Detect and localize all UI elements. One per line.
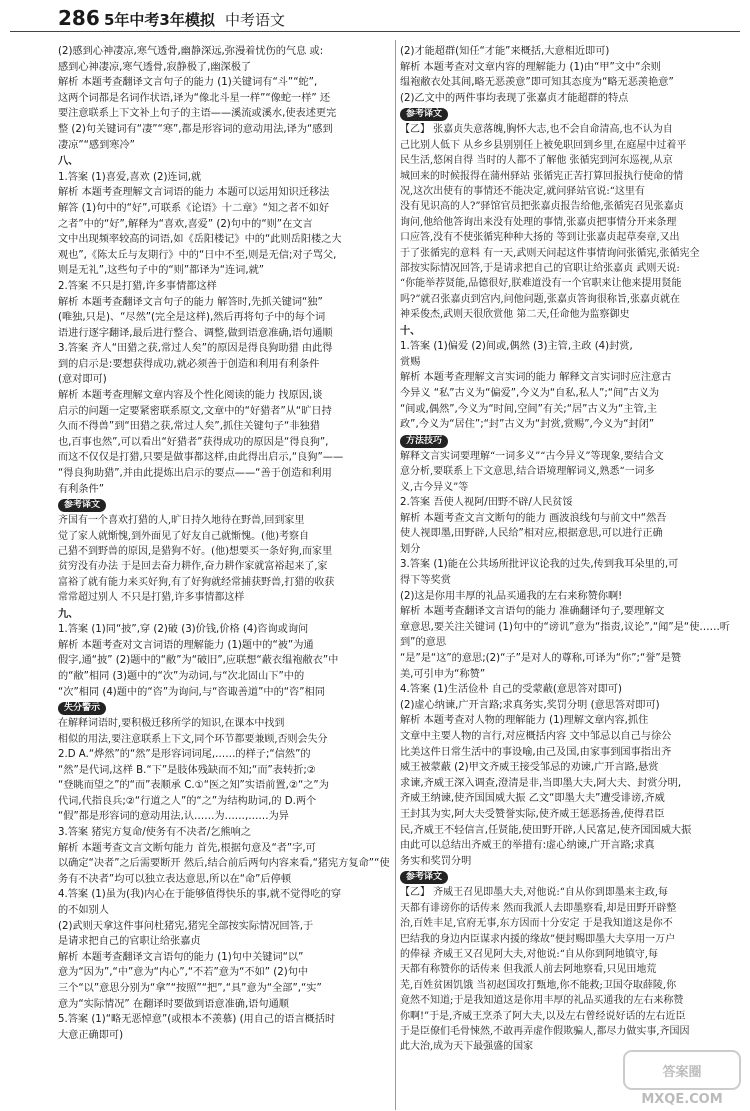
translation-line: 此大治,成为天下最强盛的国家 <box>400 1041 534 1053</box>
text-line: 是请求把自己的官职让给张嘉贞 <box>58 936 201 948</box>
reference-translation-badge: 参考译文 <box>58 499 106 512</box>
text-line: 文章中主要人物的言行,对应概括内容 文中邹忌以自己与徐公 <box>400 730 672 742</box>
method-tip-badge: 方法技巧 <box>400 435 448 448</box>
translation-line: 己猎不到野兽的原因,是猎狗不好。(他)想要买一条好狗,而家里 <box>58 546 333 558</box>
warning-badge: 失分警示 <box>58 702 106 715</box>
translation-line: 你啊!”于是,齐威王烹杀了阿大夫,以及左右曾经说好话的左右近臣 <box>400 1010 686 1022</box>
text-line: 感到心神凄凉,寒气透骨,寂静极了,幽深极了 <box>58 61 252 73</box>
svg-text:答案圈: 答案圈 <box>662 1065 702 1080</box>
text-line: 假字,通“披” (2)题中的“敝”为“破旧”,应联想“蔽衣缊袍敝衣”中 <box>58 655 339 667</box>
answer-line: 4.答案 (1)生活俭朴 自己的受蒙蔽(意思答对即可) <box>400 684 622 696</box>
text-line: 三个“以”意思分别为“拿”“按照”“把”,“具”意为“全部”,“实” <box>58 982 322 994</box>
text-line: (2)武则天拿这件事问杜猪宪,猪宪全部按实际情况回答,于 <box>58 920 314 932</box>
text-line: 观也”,《陈太丘与友期行》中的“日中不至,则是无信;对子骂父, <box>58 249 337 261</box>
section-number: 八、 <box>58 156 79 168</box>
note-line: 解释文言实词要理解“一词多义”“古今异义”等现象,要结合文 <box>400 450 664 462</box>
text-line: (2)虚心纳谏,广开言路;求真务实,奖罚分明 (意思答对即可) <box>400 699 660 711</box>
text-line: 意为“因为”,“中”意为“内心”,“不若”意为“不如” (2)句中 <box>58 967 309 979</box>
text-line: 语进行逐字翻译,最后进行整合、调整,做到语意准确,语句通顺 <box>58 327 333 339</box>
text-line: 赏赐 <box>400 356 421 368</box>
text-line: 比美这件日常生活中的事设喻,由己及国,由家事到国事指出齐 <box>400 746 672 758</box>
text-line: 这两个词都是名词作状语,译为“像北斗星一样”“像蛇一样” 还 <box>58 92 331 104</box>
text-line: (2)这是你用丰厚的礼品买通我的左右来称赞你啊! <box>400 590 623 602</box>
answer-line: 1.答案 (1)同“披”,穿 (2)破 (3)价钱,价格 (4)咨询或询问 <box>58 624 309 636</box>
text-line: 求谏,齐威王深入调查,澄清是非,当即墨大夫,阿大夫、封赏分明, <box>400 777 682 789</box>
answer-line: 5.答案 (1)“略无恶悼意”(或根本不羡慕) (用自己的语言概括时 <box>58 1014 336 1026</box>
text-line: 久而不得兽”到“田猎之获,常过人矣”,抓住关键句子“非独猎 <box>58 421 320 433</box>
section-number: 十、 <box>400 325 421 337</box>
note-line: 相似的用法,要注意联系上下文,同个环节都要兼顾,否则会失分 <box>58 733 328 745</box>
translation-line: 况,这次出使有的事情还不能决定,就问驿站官说:“这里有 <box>400 186 645 197</box>
text-line: “是”是“这”的意思;(2)“子”是对人的尊称,可译为“你”;“誉”是赞 <box>400 652 682 664</box>
translation-line: 【乙】 张嘉贞失意落魄,胸怀大志,也不会自命清高,也不认为自 <box>400 124 673 136</box>
text-line: “得良狗助猎”,并由此提炼出启示的要点——“善于创造和利用 <box>58 468 332 480</box>
text-line: 得下等奖赏 <box>400 575 451 586</box>
translation-line: 竟然不知道;于是我知道这是你用丰厚的礼品买通我的左右来称赞 <box>400 995 684 1007</box>
text-line: 解析 本题考查对人物的理解能力 (1)理解文章内容,抓住 <box>400 715 649 727</box>
text-line: 启示的问题一定要紧密联系原文,文章中的“好猎者”从“旷日持 <box>58 405 332 417</box>
reference-translation-badge: 参考译文 <box>400 871 448 884</box>
reference-translation-badge: 参考译文 <box>400 108 448 121</box>
text-line: 有利条件” <box>58 483 105 495</box>
translation-line: 的俸禄 齐威王又召见阿大夫,对他说:“自从你到阿地镇守,每 <box>400 948 659 960</box>
text-line: 解析 本题考查翻译文言句子的能力 解答时,先抓关键词“独” <box>58 296 323 308</box>
translation-line: 城回来的时候报得在蒲州驿站 张循宪正苦打算回报执行使命的情 <box>400 170 684 182</box>
translation-line: 吗?”就召张嘉贞到宫内,问他问题,张嘉贞答询很称旨,张嘉贞就在 <box>400 293 681 305</box>
translation-line: 部按实际情况回答,于是请求把自己的官职让给张嘉贞 武则天说: <box>400 263 680 275</box>
text-line: 解析 本题考查文言文断句的能力 画波浪线句与前文中“然吾 <box>400 512 667 524</box>
text-line: 意为“实际情况” 在翻译时要做到语意准确,语句通顺 <box>58 998 289 1010</box>
answer-line: 2.答案 吾使人视阿/田野不辟/人民贫馁 <box>400 497 573 509</box>
book-title: 5年中考3年模拟 <box>104 11 215 29</box>
text-line: 解析 本题考查对文章内容的理解能力 (1)由“甲”文中“余则 <box>400 61 661 73</box>
text-line: 章意思,要关注关键词 (1)句中的“谤讥”意为“指责,议论”,“闻”是“使……听到”的意思 <box>400 621 730 649</box>
note-line: 义,古今异义”等 <box>400 481 469 493</box>
text-line: 王封其为实,阿大夫受赞誉实际,使齐威王惩恶扬善,使得君臣 <box>400 808 665 820</box>
text-line: 解析 本题考查理解文言词语的能力 本题可以运用知识迁移法 <box>58 187 330 199</box>
text-line: 解析 本题考查翻译文言语句的能力 (1)句中关键词“以” <box>58 951 304 963</box>
text-line: 大意正确即可) <box>58 1029 124 1041</box>
text-line: “次”相同 (4)题中的“咨”为询问,与“咨诹善道”中的“咨”相同 <box>58 686 325 698</box>
text-line: 代词,代指良兵;②“行道之人”的“之”为结构助词,的 D.两个 <box>58 795 317 807</box>
translation-line: 芜,百姓贫困饥饿 当初赵国攻打甄地,你不能救;卫国夺取薛陵,你 <box>400 979 677 991</box>
text-line: 而这不仅仅是打猎,只要是做事都这样,由此得出启示,“良狗”—— <box>58 452 344 464</box>
translation-line: 巴结我的身边内臣谋求内援的缘故”便封赐即墨大夫享用一万户 <box>400 933 676 945</box>
text-line: 凄凉”“感到寒冷” <box>58 139 135 151</box>
translation-line: 【乙】 齐威王召见即墨大夫,对他说:“自从你到即墨来主政,每 <box>400 887 669 899</box>
watermark-logo <box>622 1049 742 1107</box>
answer-line: 1.答案 (1)喜爱,喜欢 (2)连词,就 <box>58 171 202 183</box>
text-line: “间或,偶然”,今义为“时间,空间”有关;“居”古义为“主管,主 <box>400 403 658 415</box>
translation-line: 贫穷没有办法 于是回去奋力耕作,奋力耕作家就富裕起来了,家 <box>58 561 328 573</box>
text-line: “登眺而望之”的“而”表顺承 C.①“医之知”实语前置,②“之”为 <box>58 780 329 792</box>
text-line: (2)感到心神凄凉,寒气透骨,幽静深远,弥漫着忧伤的气息 或: <box>58 46 324 57</box>
translation-line: 觉了家人就惭愧,到外面见了好友自己就惭愧。(他)考察自 <box>58 530 309 542</box>
text-line: 解析 本题考查翻译文言句子的能力 (1)关键词有“斗”“蛇”, <box>58 77 318 89</box>
text-line: (唯独,只是)、“尽然”(完全是这样),然后再将句子中的每个词 <box>58 312 326 324</box>
translation-line: 富裕了就有能力来买好狗,有了好狗就经常捕获野兽,打猎的收获 <box>58 576 335 588</box>
text-line: 使人视即墨,田野辟,人民给”相对应,根据意思,可以进行正确 <box>400 528 663 540</box>
text-line: (2)乙文中的两件事均表现了张嘉贞才能超群的特点 <box>400 92 629 104</box>
text-line: (意对即可) <box>58 374 107 386</box>
translation-line: “你能举荐贤能,品德很好,朕难道没有一个官职来让他来提用贤能 <box>400 278 682 290</box>
subject-label: 中考语文 <box>225 11 286 29</box>
text-line: 美,可引申为“称赞” <box>400 668 486 680</box>
answer-line: 2.答案 不只是打猎,许多事情都这样 <box>58 280 217 292</box>
answer-line: 2.D A.“烨然”的“然”是形容词词尾,……的样子;“信然”的 <box>58 749 311 761</box>
text-line: 民,齐威王不轻信言,任贤能,使田野开辟,人民富足,使齐国国威大振 <box>400 824 692 836</box>
answer-line: 3.答案 猪宪方复命/使务有不决者/乞熊响之 <box>58 827 252 838</box>
text-line: 以确定“决者”之后需要断开 然后,结合前后两句内容来看,“猪宪方复命”“使 <box>58 858 390 870</box>
translation-line: 治,百姓丰足,官府无事,东方因而十分安定 于是我知道这是你不 <box>400 918 673 930</box>
text-line: 威王被蒙蔽 (2)甲文齐威王接受邹忌的劝谏,广开言路,悬赏 <box>400 762 659 774</box>
translation-line: 天都有称赞你的话传来 但我派人前去阿地察看,只见田地荒 <box>400 964 657 976</box>
page-header <box>0 0 750 40</box>
translation-line: 常常超过别人 不只是打猎,许多事情都这样 <box>58 592 245 604</box>
note-line: 在解释词语时,要积极迁移所学的知识,在课本中找到 <box>58 718 285 730</box>
text-line: 今异义 “私”古义为“偏爱”,今义为“自私,私人”;“间”古义为 <box>400 388 660 400</box>
text-line: “假”都是形容词的意动用法,认……为……,……为异 <box>58 811 289 823</box>
translation-line: 民生活,悠闲自得 当时的人都不了解他 张循宪到河东巡视,从京 <box>400 155 673 167</box>
text-line: 务有不决者”均可以独立表达意思,所以在“命”后停顿 <box>58 873 292 885</box>
text-line: 政”,今义为“居住”;“封”古义为“封赏,赏赐”,今义为“封闭” <box>400 419 655 431</box>
text-line: 解析 本题考查理解文言实词的能力 解释文言实词时应注意古 <box>400 372 672 384</box>
translation-line: 口应答,没有不使张循宪种种大扬的 等到让张嘉贞起草奏章,又出 <box>400 232 680 244</box>
answer-line: 3.答案 齐人“田猎之获,常过人矣”的原因是得良狗助猎 由此得 <box>58 343 333 355</box>
left-column <box>58 44 391 1043</box>
translation-line: 没有见识高的人?”驿馆官员把张嘉贞报告给他,张循宪召见张嘉贞 <box>400 201 684 213</box>
svg-text:MXQE.COM: MXQE.COM <box>641 1092 723 1107</box>
text-line: 缊袍敝衣处其间,略无恶羡意”即可知其态度为“略无恶羡艳意” <box>400 77 674 89</box>
text-line: 齐威王纳谏,使齐国国威大振 乙文“即墨大夫”遭受诽谤,齐威 <box>400 793 665 805</box>
translation-line: 于了张循宪的意料 有一天,武则天问起这件事情询问张循宪,张循宪全 <box>400 247 700 259</box>
translation-line: 于是臣僚们毛骨悚然,不敢再弄虚作假欺骗人,都尽力做实事,齐国因 <box>400 1025 690 1037</box>
translation-line: 齐国有一个喜欢打猎的人,旷日持久地待在野兽,回到家里 <box>58 515 305 527</box>
translation-line: 询问,他给他答询出来没有处理的事情,张嘉贞把事情分开来条理 <box>400 216 677 228</box>
text-line: 要注意联系上下文补上句子的主语——溪流或溪水,使表述更完 <box>58 108 337 120</box>
text-line: 解析 本题考查对文言词语的理解能力 (1)题中的“被”为通 <box>58 639 314 651</box>
text-line: 则是无礼”,这些句子中的“则”都译为“连词,就” <box>58 265 265 277</box>
text-line: 也,百事也然”,可以看出“好猎者”获得成功的原因是“得良狗”, <box>58 436 329 448</box>
answer-line: 4.答案 (1)虽为(我)内心在于能够值得快乐的事,就不觉得吃的穿 <box>58 889 342 901</box>
text-line: 整 (2)句关键词有“凄”“寒”,都是形容词的意动用法,译为“感到 <box>58 123 333 135</box>
text-line: 由此可以总结出齐威王的举措有:虚心纳谏,广开言路;求真 <box>400 840 655 852</box>
text-line: (2)才能超群(知任“才能”来概括,大意相近即可) <box>400 46 610 57</box>
text-line: 务实和奖罚分明 <box>400 855 472 867</box>
text-line: 划分 <box>400 543 421 555</box>
text-line: 的不如别人 <box>58 904 109 916</box>
text-line: 解析 本题考查理解文章内容及个性化阅读的能力 找原因,谈 <box>58 390 323 402</box>
text-line: 解答 (1)句中的“好”,可联系《论语》十二章》“知之者不如好 <box>58 202 330 214</box>
answer-line: 1.答案 (1)偏爱 (2)间或,偶然 (3)主管,主政 (4)封赏, <box>400 341 633 353</box>
header-rule <box>10 31 740 32</box>
text-line: 到的启示是:要想获得成功,就必须善于创造和利用有利条件 <box>58 358 320 370</box>
text-line: 解析 本题考查文言文断句能力 首先,根据句意及“者”字,可 <box>58 842 316 854</box>
column-divider <box>395 40 396 1110</box>
text-line: 之者”中的“好”,解释为“喜欢,喜爱” (2)句中的“则”在文言 <box>58 218 313 230</box>
translation-line: 神采俊杰,武则天很欣赏他 第二天,任命他为监察御史 <box>400 309 630 321</box>
right-column <box>400 44 730 1055</box>
text-line: 文中出现频率较高的词语,如《岳阳楼记》中的“此则岳阳楼之大 <box>58 234 342 246</box>
text-line: 的“敝”相同 (3)题中的“次”为动词,与“次北固山下”中的 <box>58 671 305 683</box>
section-number: 九、 <box>58 608 79 620</box>
answer-line: 3.答案 (1)能在公共场所批评议论我的过失,传到我耳朵里的,可 <box>400 559 679 571</box>
translation-line: 己比别人低下 从乡乡县别别任上被免职回到乡里,在庭屋中过着平 <box>400 139 687 151</box>
text-line: “然”是代词,这样 B.“下”是肢体残缺而不知;“而”表转折;② <box>58 764 316 776</box>
text-line: 解析 本题考查翻译文言语句的能力 准确翻译句子,要理解文 <box>400 606 665 618</box>
page-number: 286 <box>58 6 100 30</box>
note-line: 意分析,要联系上下文意思,结合语境理解词义,熟悉“一词多 <box>400 466 655 478</box>
translation-line: 天都有诽谤你的话传来 然而我派人去即墨察看,却是田野开辟整 <box>400 902 677 914</box>
